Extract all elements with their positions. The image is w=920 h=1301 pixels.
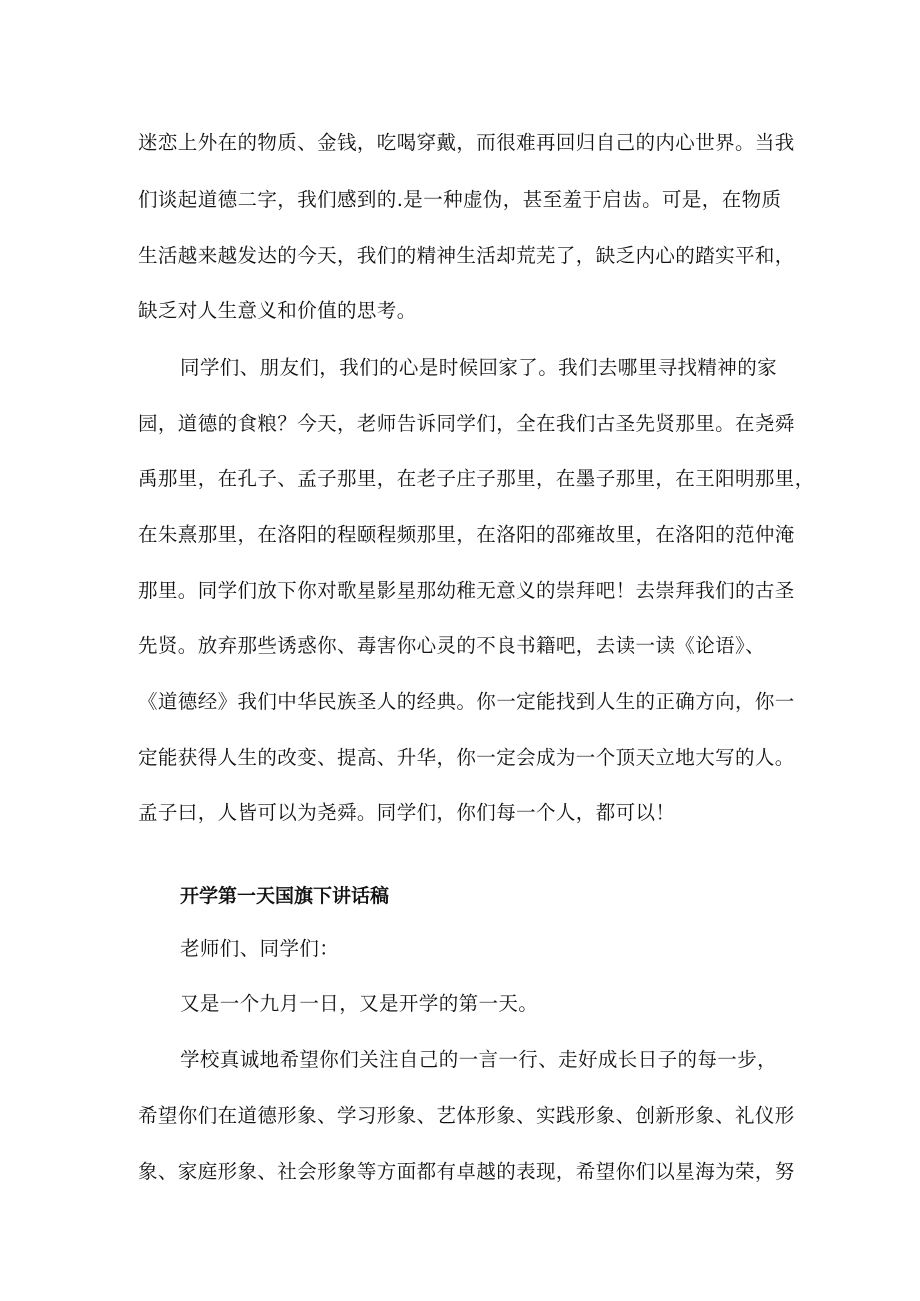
paragraph-line: 《道德经》我们中华民族圣人的经典。你一定能找到人生的正确方向，你一 — [138, 690, 795, 713]
section-title: 开学第一天国旗下讲话稿 — [180, 885, 390, 907]
paragraph-line: 那里。同学们放下你对歌星影星那幼稚无意义的崇拜吧！去崇拜我们的古圣 — [138, 579, 795, 602]
paragraph-line: 象、家庭形象、社会形象等方面都有卓越的表现，希望你们以星海为荣，努 — [138, 1160, 795, 1183]
paragraph-line: 定能获得人生的改变、提高、升华，你一定会成为一个顶天立地大写的人。 — [138, 746, 795, 769]
paragraph-line: 禹那里，在孔子、孟子那里，在老子庄子那里，在墨子那里，在王阳明那里， — [138, 467, 815, 490]
paragraph-line: 们谈起道德二字，我们感到的.是一种虚伪，甚至羞于启齿。可是，在物质 — [138, 188, 782, 211]
paragraph-line: 同学们、朋友们，我们的心是时候回家了。我们去哪里寻找精神的家 — [180, 356, 778, 379]
paragraph-line: 缺乏对人生意义和价值的思考。 — [138, 299, 417, 322]
salutation: 老师们、同学们： — [180, 937, 340, 960]
paragraph-line: 园，道德的食粮？今天，老师告诉同学们，全在我们古圣先贤那里。在尧舜 — [138, 412, 795, 435]
paragraph-line: 学校真诚地希望你们关注自己的一言一行、走好成长日子的每一步， — [180, 1048, 778, 1071]
paragraph-line: 生活越来越发达的今天，我们的精神生活却荒芜了，缺乏内心的踏实平和， — [138, 244, 795, 267]
paragraph-line: 先贤。放弃那些诱惑你、毒害你心灵的不良书籍吧，去读一读《论语》、 — [138, 634, 766, 657]
paragraph-line: 希望你们在道德形象、学习形象、艺体形象、实践形象、创新形象、礼仪形 — [138, 1104, 795, 1127]
paragraph-line: 在朱熹那里，在洛阳的程颐程频那里，在洛阳的邵雍故里，在洛阳的范仲淹 — [138, 523, 795, 546]
paragraph-line: 又是一个九月一日，又是开学的第一天。 — [180, 992, 539, 1015]
paragraph-line: 孟子曰，人皆可以为尧舜。同学们，你们每一个人，都可以！ — [138, 801, 676, 824]
paragraph-line: 迷恋上外在的物质、金钱，吃喝穿戴，而很难再回归自己的内心世界。当我 — [138, 131, 795, 154]
